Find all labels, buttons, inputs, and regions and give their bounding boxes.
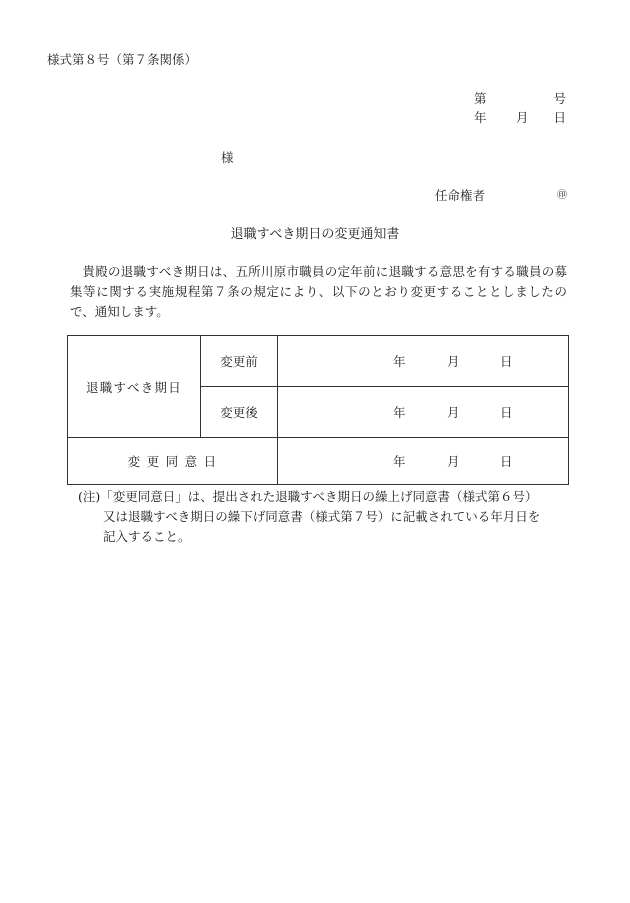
after-change-label: 変更後 (201, 387, 278, 438)
note-line-1: (注)「変更同意日」は、提出された退職すべき期日の繰上げ同意書（様式第６号） (78, 489, 538, 504)
consent-date (278, 438, 569, 485)
issue-year: 年 (474, 110, 487, 125)
retirement-date-label: 退職すべき期日 (68, 336, 201, 438)
form-number: 様式第８号（第７条関係） (47, 52, 198, 67)
retirement-date-table (67, 335, 569, 485)
before-year: 年 (393, 354, 406, 369)
consent-day: 日 (500, 454, 513, 469)
after-year: 年 (393, 405, 406, 420)
consent-date-label: 変 更 同 意 日 (68, 438, 278, 485)
before-day: 日 (500, 354, 513, 369)
number-prefix: 第 (474, 91, 487, 106)
seal-mark: ㊞ (557, 190, 567, 201)
note-line-2: 又は退職すべき期日の繰下げ同意書（様式第７号）に記載されている年月日を (103, 509, 541, 524)
issue-month: 月 (516, 110, 529, 125)
after-month: 月 (447, 405, 460, 420)
after-day: 日 (500, 405, 513, 420)
recipient-line: 様 (221, 150, 234, 165)
number-suffix: 号 (553, 91, 566, 106)
body-paragraph: 貴殿の退職すべき期日は、五所川原市職員の定年前に退職する意思を有する職員の募集等に関する実施規程第７条の規定により、以下のとおり変更することとしましたので、通知します。 (70, 264, 567, 319)
before-change-date (278, 336, 569, 387)
before-change-label: 変更前 (201, 336, 278, 387)
document-title: 退職すべき期日の変更通知書 (230, 227, 400, 242)
issue-day: 日 (553, 110, 566, 125)
note-line-3: 記入すること。 (103, 529, 191, 544)
before-month: 月 (447, 354, 460, 369)
consent-year: 年 (393, 454, 406, 469)
appointer-label: 任命権者 (435, 188, 486, 203)
consent-month: 月 (447, 454, 460, 469)
after-change-date (278, 387, 569, 438)
note (78, 487, 568, 547)
